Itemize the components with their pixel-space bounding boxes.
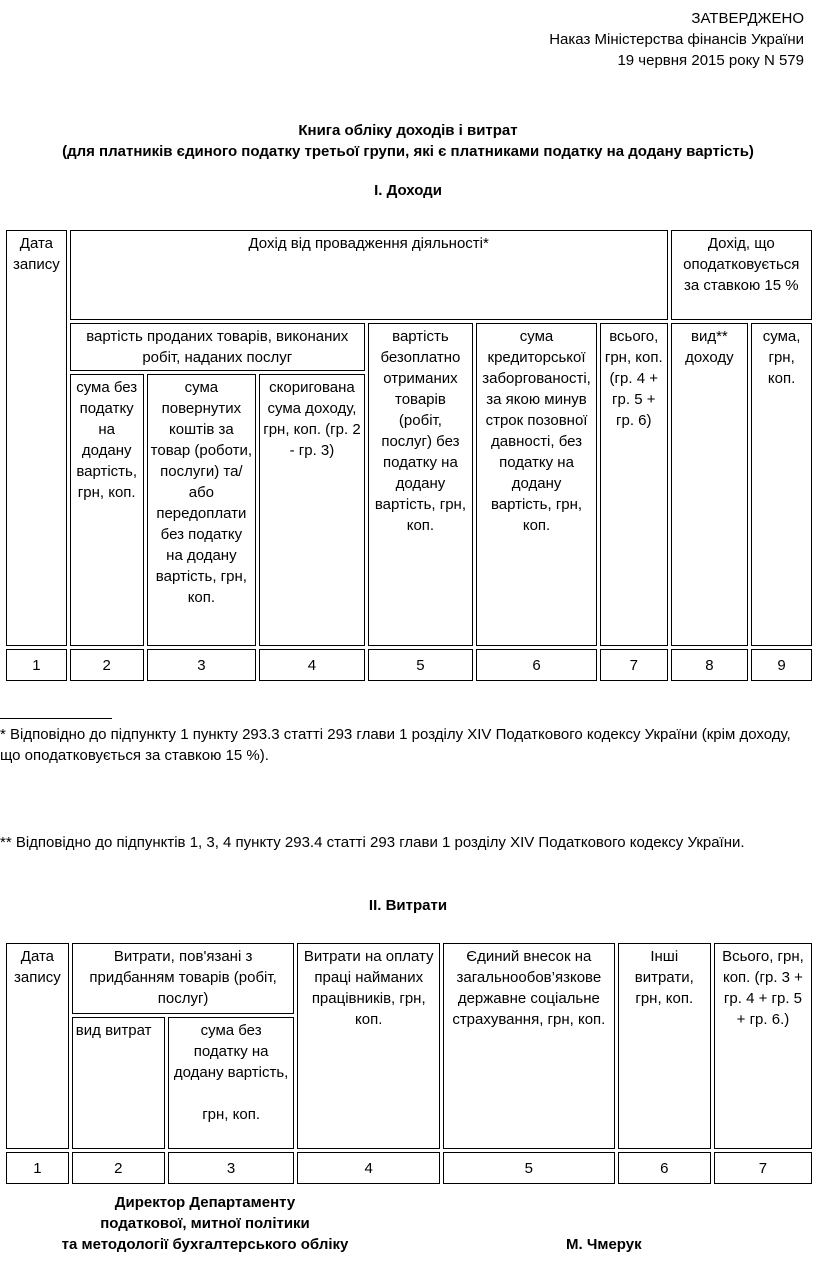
expenses-num-5: 5: [443, 1152, 615, 1184]
income-num-2: 2: [70, 649, 144, 681]
income-heading: І. Доходи: [374, 182, 442, 199]
expenses-col-no-vat: сума без податку на додану вартість, грн, коп.: [168, 1017, 295, 1149]
income-col-debt: сума кредиторської заборгованості, за якою минув строк позовної давності, без податку на додану вартість, грн, коп.: [476, 323, 597, 646]
footnote-two: ** Відповідно до підпунктів 1, 3, 4 пункту 293.4 статті 293 глави 1 розділу XIV Податкового кодексу України.: [0, 834, 745, 851]
expenses-num-2: 2: [72, 1152, 165, 1184]
income-num-6: 6: [476, 649, 597, 681]
signatory-line-2: податкової, митної політики: [100, 1215, 310, 1232]
income-col-activity: Дохід від провадження діяльності*: [70, 230, 668, 320]
approval-label: ЗАТВЕРДЖЕНО: [691, 10, 804, 27]
income-col-kind: вид** доходу: [671, 323, 749, 646]
signatory-position: [40, 1192, 370, 1255]
income-col-adjusted: скоригована сума доходу, грн, коп. (гр. 2 - гр. 3): [259, 374, 365, 646]
expenses-col-other: Інші витрати, грн, коп.: [618, 943, 711, 1149]
expenses-col-esv: Єдиний внесок на загальнообов’язкове державне соціальне страхування, грн, коп.: [443, 943, 615, 1149]
income-col-returned: сума повернутих коштів за товар (роботи, послуги) та/або передоплати без податку на додану вартість, грн, коп.: [147, 374, 257, 646]
approval-date: 19 червня 2015 року N 579: [617, 52, 804, 69]
income-num-4: 4: [259, 649, 365, 681]
footnote-separator: [0, 718, 112, 719]
footnote-one: * Відповідно до підпункту 1 пункту 293.3 статті 293 глави 1 розділу XIV Податкового кодексу України (крім доходу, що оподатковується за ставкою 15 %).: [0, 726, 791, 764]
income-num-3: 3: [147, 649, 257, 681]
income-table: [3, 227, 815, 684]
document-title: [0, 120, 816, 162]
expenses-num-4: 4: [297, 1152, 440, 1184]
income-col-date: Дата запису: [6, 230, 67, 646]
expenses-col-goods: Витрати, пов'язані з придбанням товарів (робіт, послуг): [72, 943, 295, 1014]
signatory-line-1: Директор Департаменту: [114, 1194, 296, 1211]
income-num-5: 5: [368, 649, 473, 681]
expenses-col-total: Всього, грн, коп. (гр. 3 + гр. 4 + гр. 5 + гр. 6.): [714, 943, 812, 1149]
income-col-free: вартість безоплатно отриманих товарів (робіт, послуг) без податку на додану вартість, грн, коп.: [368, 323, 473, 646]
income-num-9: 9: [751, 649, 812, 681]
expenses-num-1: 1: [6, 1152, 69, 1184]
income-col-taxed15: Дохід, що оподатковується за ставкою 15 %: [671, 230, 812, 320]
expenses-num-7: 7: [714, 1152, 812, 1184]
expenses-heading: ІІ. Витрати: [368, 897, 448, 914]
income-num-7: 7: [600, 649, 668, 681]
expenses-num-3: 3: [168, 1152, 295, 1184]
expenses-col-date: Дата запису: [6, 943, 69, 1149]
expenses-col-salary: Витрати на оплату праці найманих працівників, грн, коп.: [297, 943, 440, 1149]
title-subtitle: (для платників єдиного податку третьої групи, які є платниками податку на додану вартість): [62, 143, 754, 160]
income-num-8: 8: [671, 649, 749, 681]
expenses-num-6: 6: [618, 1152, 711, 1184]
expenses-table: [3, 940, 815, 1187]
approval-order: Наказ Міністерства фінансів України: [549, 31, 804, 48]
approval-block: [549, 8, 804, 71]
signatory-line-3: та методології бухгалтерського обліку: [61, 1236, 349, 1253]
income-num-1: 1: [6, 649, 67, 681]
expenses-col-kind: вид витрат: [72, 1017, 165, 1149]
signatory-name: М. Чмерук: [566, 1236, 642, 1253]
income-col-no-vat: сума без податку на додану вартість, грн, коп.: [70, 374, 144, 646]
title-main: Книга обліку доходів і витрат: [298, 122, 518, 139]
income-col-total: всього, грн, коп. (гр. 4 + гр. 5 + гр. 6): [600, 323, 668, 646]
income-col-sold: вартість проданих товарів, виконаних робіт, наданих послуг: [70, 323, 365, 371]
income-col-sum: сума, грн, коп.: [751, 323, 812, 646]
